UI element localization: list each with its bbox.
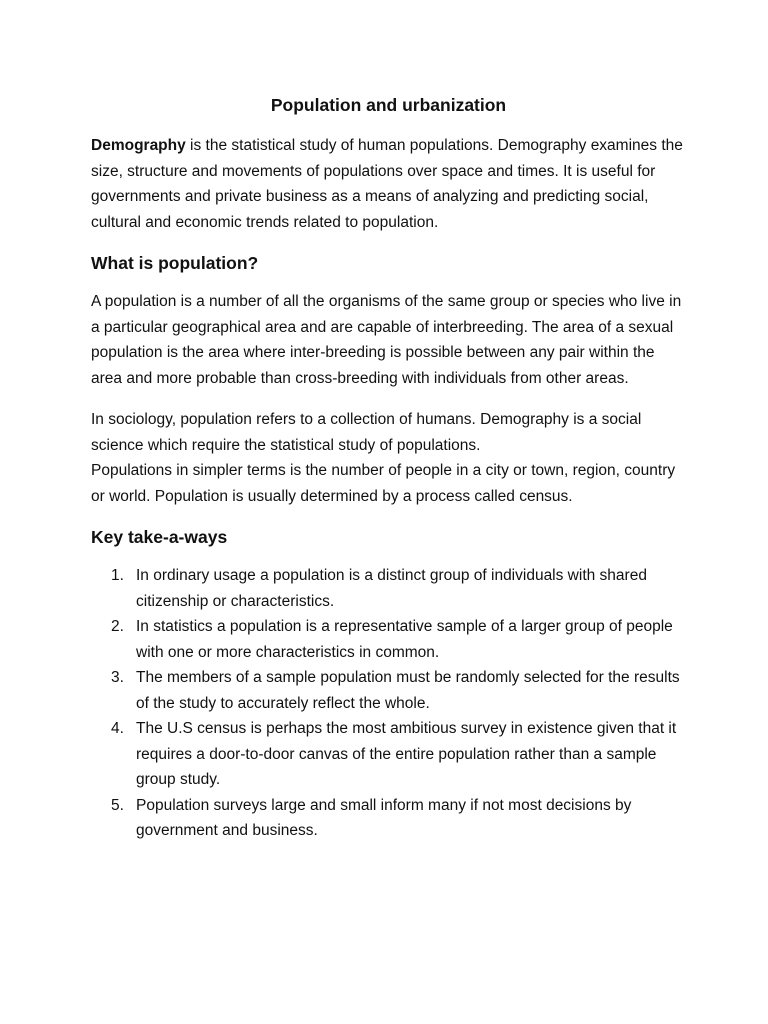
list-item <box>91 793 686 844</box>
list-item-text: The U.S census is perhaps the most ambitious survey in existence given that it requires a door-to-door canvas of the entire population rather than a sample group study. <box>136 720 677 788</box>
heading-key-takeaways: Key take-a-ways <box>91 527 228 547</box>
list-item <box>91 563 686 614</box>
list-item-number: 2. <box>111 618 124 635</box>
list-item-text: In ordinary usage a population is a distinct group of individuals with shared citizenship or characteristics. <box>136 567 647 610</box>
sociology-paragraph-1: In sociology, population refers to a collection of humans. Demography is a social science which require the statistical study of populations. <box>91 411 642 454</box>
intro-lead-term: Demography <box>91 137 186 154</box>
list-item-number: 5. <box>111 796 124 814</box>
intro-paragraph <box>91 133 686 235</box>
list-item-number: 3. <box>111 669 124 686</box>
list-item-text: Population surveys large and small inform many if not most decisions by government and business. <box>136 796 632 839</box>
document-title: Population and urbanization <box>270 95 507 115</box>
list-item-text: The members of a sample population must be randomly selected for the results of the study to accurately reflect the whole. <box>136 669 680 712</box>
list-item <box>91 614 686 665</box>
list-item <box>91 665 686 716</box>
list-item-text: In statistics a population is a representative sample of a larger group of people with one or more characteristics in common. <box>136 618 673 661</box>
heading-what-is-population: What is population? <box>91 253 259 273</box>
list-item-number: 4. <box>111 720 124 737</box>
takeaways-list <box>91 563 686 844</box>
document-content <box>91 93 686 844</box>
population-paragraph: A population is a number of all the organisms of the same group or species who live in a particular geographical area and are capable of interbreeding. The area of a sexual population is the area where inter-breeding is possible between any pair within the area and more probable than cross-breeding with individuals from other areas. <box>91 293 682 387</box>
intro-text: is the statistical study of human populations. Demography examines the size, structure and movements of populations over space and times. It is useful for governments and private business as a means of analyzing and predicting social, cultural and economic trends related to population. <box>91 137 683 231</box>
list-item-number: 1. <box>111 567 124 584</box>
list-item <box>91 716 686 793</box>
sociology-paragraph-2: Populations in simpler terms is the number of people in a city or town, region, country or world. Population is usually determined by a process called census. <box>91 462 676 505</box>
